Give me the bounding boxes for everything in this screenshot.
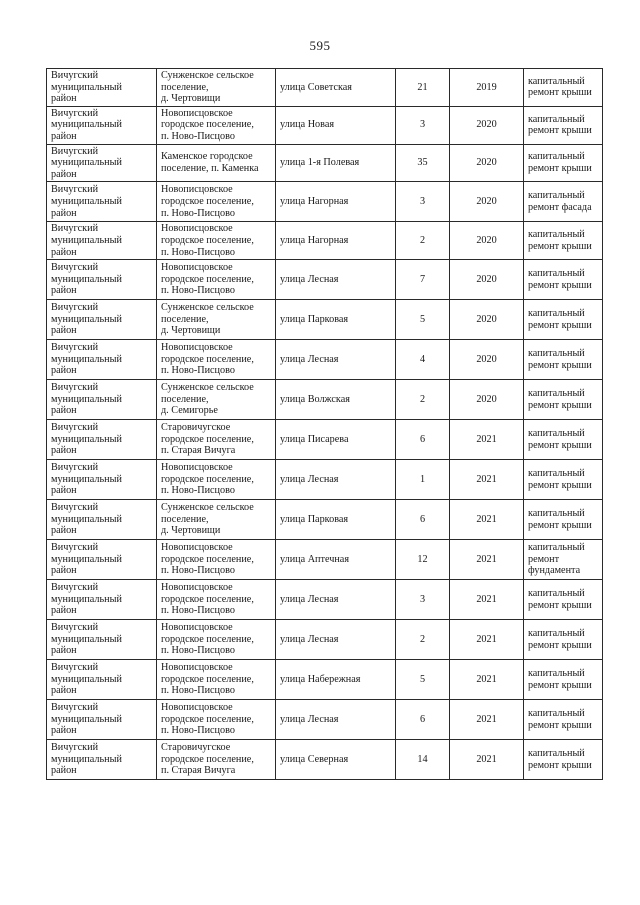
work-type-cell-line: ремонт крыши <box>528 599 592 611</box>
table-row <box>47 500 603 540</box>
house-number-cell: 2 <box>396 380 450 420</box>
settlement-cell-line: д. Чертовищи <box>161 525 221 537</box>
year-cell: 2020 <box>450 182 524 222</box>
work-type-cell-line: капитальный <box>528 508 585 520</box>
district-cell-line: район <box>51 285 77 297</box>
district-cell-line: муниципальный <box>51 593 122 605</box>
work-type-cell-line: ремонт крыши <box>528 399 592 411</box>
district-cell-line: район <box>51 130 77 142</box>
work-type-cell <box>524 260 603 300</box>
table-row <box>47 540 603 580</box>
settlement-cell-line: д. Чертовищи <box>161 93 221 105</box>
street-cell: улица Волжская <box>276 380 396 420</box>
work-type-cell-line: капитальный <box>528 113 585 125</box>
work-type-cell-line: ремонт крыши <box>528 359 592 371</box>
district-cell-line: район <box>51 325 77 337</box>
work-type-cell <box>524 144 603 182</box>
street-cell: улица Писарева <box>276 420 396 460</box>
settlement-cell-line: Новописцовское <box>161 107 233 119</box>
settlement-cell-line: п. Старая Вичуга <box>161 765 236 777</box>
settlement-cell-line: поселение, п. Каменка <box>161 162 259 174</box>
year-cell: 2020 <box>450 222 524 260</box>
street-cell: улица Лесная <box>276 620 396 660</box>
district-cell <box>47 580 157 620</box>
district-cell-line: район <box>51 405 77 417</box>
settlement-cell-line: Сунженское сельское <box>161 382 254 394</box>
repair-schedule-table <box>46 68 603 780</box>
house-number-cell: 5 <box>396 660 450 700</box>
table-row <box>47 69 603 107</box>
table-row <box>47 300 603 340</box>
work-type-cell <box>524 420 603 460</box>
district-cell-line: район <box>51 93 77 105</box>
district-cell-line: Вичугский <box>51 582 99 594</box>
district-cell-line: Вичугский <box>51 382 99 394</box>
settlement-cell-line: п. Ново-Писцово <box>161 645 235 657</box>
district-cell-line: Вичугский <box>51 502 99 514</box>
settlement-cell <box>157 700 276 740</box>
year-cell: 2021 <box>450 500 524 540</box>
settlement-cell-line: Новописцовское <box>161 662 233 674</box>
settlement-cell-line: п. Ново-Писцово <box>161 685 235 697</box>
district-cell-line: муниципальный <box>51 119 122 131</box>
settlement-cell <box>157 620 276 660</box>
district-cell-line: Вичугский <box>51 542 99 554</box>
settlement-cell-line: Новописцовское <box>161 223 233 235</box>
district-cell-line: муниципальный <box>51 393 122 405</box>
settlement-cell-line: поселение, <box>161 81 209 93</box>
settlement-cell <box>157 69 276 107</box>
street-cell: улица Нагорная <box>276 222 396 260</box>
page-number: 595 <box>309 38 331 53</box>
settlement-cell-line: п. Старая Вичуга <box>161 445 236 457</box>
district-cell-line: район <box>51 765 77 777</box>
district-cell-line: Вичугский <box>51 302 99 314</box>
district-cell-line: район <box>51 645 77 657</box>
table-row <box>47 700 603 740</box>
district-cell-line: район <box>51 445 77 457</box>
settlement-cell-line: Новописцовское <box>161 542 233 554</box>
settlement-cell-line: городское поселение, <box>161 553 254 565</box>
table-row <box>47 106 603 144</box>
house-number-cell: 3 <box>396 182 450 222</box>
district-cell-line: район <box>51 168 77 180</box>
house-number-cell: 35 <box>396 144 450 182</box>
district-cell-line: район <box>51 365 77 377</box>
district-cell-line: Вичугский <box>51 702 99 714</box>
year-cell: 2021 <box>450 460 524 500</box>
year-cell: 2021 <box>450 540 524 580</box>
settlement-cell-line: Новописцовское <box>161 702 233 714</box>
table-row <box>47 660 603 700</box>
district-cell-line: муниципальный <box>51 81 122 93</box>
work-type-cell <box>524 380 603 420</box>
district-cell-line: район <box>51 725 77 737</box>
street-cell: улица Лесная <box>276 340 396 380</box>
work-type-cell-line: капитальный <box>528 628 585 640</box>
district-cell-line: Вичугский <box>51 662 99 674</box>
year-cell: 2021 <box>450 580 524 620</box>
settlement-cell <box>157 260 276 300</box>
district-cell <box>47 620 157 660</box>
settlement-cell-line: п. Ново-Писцово <box>161 725 235 737</box>
settlement-cell-line: городское поселение, <box>161 593 254 605</box>
settlement-cell <box>157 380 276 420</box>
district-cell-line: муниципальный <box>51 553 122 565</box>
district-cell <box>47 260 157 300</box>
settlement-cell <box>157 182 276 222</box>
district-cell-line: Вичугский <box>51 70 99 81</box>
table-row <box>47 420 603 460</box>
work-type-cell-line: капитальный <box>528 588 585 600</box>
house-number-cell: 4 <box>396 340 450 380</box>
district-cell <box>47 144 157 182</box>
work-type-cell <box>524 740 603 780</box>
house-number-cell: 6 <box>396 420 450 460</box>
settlement-cell-line: Каменское городское <box>161 151 253 163</box>
street-cell: улица Парковая <box>276 500 396 540</box>
settlement-cell <box>157 500 276 540</box>
district-cell-line: Вичугский <box>51 742 99 754</box>
settlement-cell <box>157 300 276 340</box>
house-number-cell: 1 <box>396 460 450 500</box>
settlement-cell-line: п. Ново-Писцово <box>161 605 235 617</box>
street-cell: улица Парковая <box>276 300 396 340</box>
house-number-cell: 2 <box>396 620 450 660</box>
work-type-cell <box>524 340 603 380</box>
house-number-cell: 6 <box>396 500 450 540</box>
settlement-cell-line: городское поселение, <box>161 353 254 365</box>
work-type-cell-line: капитальный <box>528 388 585 400</box>
table-row <box>47 380 603 420</box>
work-type-cell-line: ремонт <box>528 553 560 565</box>
street-cell: улица Северная <box>276 740 396 780</box>
work-type-cell-line: капитальный <box>528 468 585 480</box>
table-row <box>47 580 603 620</box>
settlement-cell-line: Новописцовское <box>161 622 233 634</box>
work-type-cell <box>524 182 603 222</box>
work-type-cell-line: капитальный <box>528 229 585 241</box>
district-cell <box>47 740 157 780</box>
work-type-cell <box>524 300 603 340</box>
district-cell-line: муниципальный <box>51 273 122 285</box>
district-cell-line: муниципальный <box>51 353 122 365</box>
work-type-cell-line: капитальный <box>528 542 585 554</box>
district-cell-line: район <box>51 565 77 577</box>
year-cell: 2021 <box>450 740 524 780</box>
year-cell: 2021 <box>450 660 524 700</box>
district-cell-line: муниципальный <box>51 234 122 246</box>
district-cell-line: Вичугский <box>51 462 99 474</box>
district-cell-line: муниципальный <box>51 473 122 485</box>
settlement-cell-line: Новописцовское <box>161 262 233 274</box>
house-number-cell: 2 <box>396 222 450 260</box>
district-cell-line: Вичугский <box>51 422 99 434</box>
settlement-cell <box>157 222 276 260</box>
work-type-cell-line: капитальный <box>528 75 585 87</box>
year-cell: 2020 <box>450 380 524 420</box>
table-row <box>47 460 603 500</box>
settlement-cell-line: поселение, <box>161 513 209 525</box>
settlement-cell-line: д. Чертовищи <box>161 325 221 337</box>
settlement-cell-line: Старовичугское <box>161 742 231 754</box>
work-type-cell-line: ремонт крыши <box>528 679 592 691</box>
table-row <box>47 144 603 182</box>
settlement-cell-line: поселение, <box>161 393 209 405</box>
district-cell <box>47 222 157 260</box>
district-cell <box>47 420 157 460</box>
settlement-cell-line: Сунженское сельское <box>161 502 254 514</box>
settlement-cell <box>157 540 276 580</box>
year-cell: 2021 <box>450 620 524 660</box>
settlement-cell <box>157 460 276 500</box>
settlement-cell-line: городское поселение, <box>161 713 254 725</box>
district-cell <box>47 106 157 144</box>
district-cell-line: муниципальный <box>51 433 122 445</box>
house-number-cell: 7 <box>396 260 450 300</box>
table-row <box>47 620 603 660</box>
street-cell: улица Набережная <box>276 660 396 700</box>
work-type-cell <box>524 500 603 540</box>
settlement-cell-line: п. Ново-Писцово <box>161 365 235 377</box>
work-type-cell <box>524 106 603 144</box>
work-type-cell <box>524 700 603 740</box>
settlement-cell-line: п. Ново-Писцово <box>161 130 235 142</box>
settlement-cell-line: городское поселение, <box>161 753 254 765</box>
settlement-cell-line: Сунженское сельское <box>161 302 254 314</box>
year-cell: 2019 <box>450 69 524 107</box>
settlement-cell-line: п. Ново-Писцово <box>161 285 235 297</box>
work-type-cell-line: ремонт крыши <box>528 759 592 771</box>
work-type-cell-line: ремонт крыши <box>528 279 592 291</box>
district-cell <box>47 540 157 580</box>
work-type-cell-line: ремонт крыши <box>528 125 592 137</box>
district-cell-line: муниципальный <box>51 313 122 325</box>
work-type-cell <box>524 540 603 580</box>
district-cell-line: район <box>51 525 77 537</box>
district-cell <box>47 340 157 380</box>
district-cell <box>47 380 157 420</box>
settlement-cell-line: Старовичугское <box>161 422 231 434</box>
house-number-cell: 5 <box>396 300 450 340</box>
district-cell-line: Вичугский <box>51 107 99 119</box>
house-number-cell: 3 <box>396 580 450 620</box>
district-cell-line: Вичугский <box>51 342 99 354</box>
work-type-cell-line: ремонт крыши <box>528 319 592 331</box>
house-number-cell: 14 <box>396 740 450 780</box>
district-cell-line: Вичугский <box>51 262 99 274</box>
work-type-cell <box>524 660 603 700</box>
district-cell-line: муниципальный <box>51 196 122 208</box>
work-type-cell-line: капитальный <box>528 748 585 760</box>
settlement-cell <box>157 106 276 144</box>
settlement-cell-line: городское поселение, <box>161 433 254 445</box>
year-cell: 2021 <box>450 420 524 460</box>
street-cell: улица Лесная <box>276 580 396 620</box>
district-cell <box>47 660 157 700</box>
district-cell-line: Вичугский <box>51 223 99 235</box>
house-number-cell: 3 <box>396 106 450 144</box>
work-type-cell <box>524 222 603 260</box>
work-type-cell-line: ремонт крыши <box>528 87 592 99</box>
settlement-cell <box>157 740 276 780</box>
district-cell <box>47 460 157 500</box>
house-number-cell: 21 <box>396 69 450 107</box>
table-row <box>47 740 603 780</box>
work-type-cell-line: капитальный <box>528 348 585 360</box>
work-type-cell <box>524 580 603 620</box>
district-cell-line: район <box>51 485 77 497</box>
district-cell-line: Вичугский <box>51 622 99 634</box>
district-cell-line: Вичугский <box>51 145 99 157</box>
district-cell-line: район <box>51 685 77 697</box>
table-row <box>47 182 603 222</box>
settlement-cell <box>157 660 276 700</box>
settlement-cell-line: городское поселение, <box>161 234 254 246</box>
year-cell: 2020 <box>450 106 524 144</box>
settlement-cell-line: Новописцовское <box>161 342 233 354</box>
district-cell <box>47 300 157 340</box>
settlement-cell-line: Новописцовское <box>161 184 233 196</box>
district-cell <box>47 700 157 740</box>
street-cell: улица Советская <box>276 69 396 107</box>
work-type-cell-line: капитальный <box>528 308 585 320</box>
district-cell-line: муниципальный <box>51 513 122 525</box>
settlement-cell-line: городское поселение, <box>161 119 254 131</box>
district-cell <box>47 500 157 540</box>
street-cell: улица Аптечная <box>276 540 396 580</box>
settlement-cell-line: городское поселение, <box>161 633 254 645</box>
settlement-cell <box>157 340 276 380</box>
settlement-cell-line: городское поселение, <box>161 273 254 285</box>
settlement-cell-line: п. Ново-Писцово <box>161 246 235 258</box>
district-cell-line: район <box>51 246 77 258</box>
district-cell-line: муниципальный <box>51 713 122 725</box>
district-cell-line: район <box>51 207 77 219</box>
settlement-cell-line: Новописцовское <box>161 462 233 474</box>
district-cell <box>47 69 157 107</box>
work-type-cell-line: капитальный <box>528 190 585 202</box>
work-type-cell <box>524 460 603 500</box>
settlement-cell <box>157 420 276 460</box>
settlement-cell-line: городское поселение, <box>161 473 254 485</box>
work-type-cell-line: капитальный <box>528 708 585 720</box>
house-number-cell: 12 <box>396 540 450 580</box>
settlement-cell-line: городское поселение, <box>161 196 254 208</box>
district-cell-line: муниципальный <box>51 157 122 169</box>
district-cell-line: Вичугский <box>51 184 99 196</box>
district-cell <box>47 182 157 222</box>
settlement-cell-line: Сунженское сельское <box>161 70 254 81</box>
work-type-cell-line: ремонт крыши <box>528 519 592 531</box>
year-cell: 2020 <box>450 260 524 300</box>
year-cell: 2020 <box>450 300 524 340</box>
district-cell-line: муниципальный <box>51 633 122 645</box>
settlement-cell-line: п. Ново-Писцово <box>161 565 235 577</box>
work-type-cell-line: капитальный <box>528 268 585 280</box>
street-cell: улица 1-я Полевая <box>276 144 396 182</box>
work-type-cell-line: ремонт крыши <box>528 719 592 731</box>
settlement-cell-line: д. Семигорье <box>161 405 218 417</box>
street-cell: улица Новая <box>276 106 396 144</box>
settlement-cell <box>157 580 276 620</box>
year-cell: 2020 <box>450 144 524 182</box>
work-type-cell <box>524 620 603 660</box>
street-cell: улица Нагорная <box>276 182 396 222</box>
settlement-cell-line: п. Ново-Писцово <box>161 207 235 219</box>
work-type-cell-line: капитальный <box>528 151 585 163</box>
year-cell: 2021 <box>450 700 524 740</box>
work-type-cell-line: фундамента <box>528 565 581 577</box>
street-cell: улица Лесная <box>276 700 396 740</box>
work-type-cell-line: ремонт крыши <box>528 479 592 491</box>
work-type-cell-line: ремонт фасада <box>528 201 592 213</box>
street-cell: улица Лесная <box>276 460 396 500</box>
settlement-cell-line: поселение, <box>161 313 209 325</box>
district-cell-line: муниципальный <box>51 673 122 685</box>
settlement-cell-line: п. Ново-Писцово <box>161 485 235 497</box>
table-row <box>47 222 603 260</box>
year-cell: 2020 <box>450 340 524 380</box>
work-type-cell <box>524 69 603 107</box>
work-type-cell-line: ремонт крыши <box>528 439 592 451</box>
table-body <box>47 69 603 780</box>
work-type-cell-line: ремонт крыши <box>528 639 592 651</box>
table-row <box>47 260 603 300</box>
work-type-cell-line: ремонт крыши <box>528 240 592 252</box>
settlement-cell-line: Новописцовское <box>161 582 233 594</box>
district-cell-line: район <box>51 605 77 617</box>
settlement-cell <box>157 144 276 182</box>
district-cell-line: муниципальный <box>51 753 122 765</box>
work-type-cell-line: капитальный <box>528 668 585 680</box>
work-type-cell-line: ремонт крыши <box>528 162 592 174</box>
settlement-cell-line: городское поселение, <box>161 673 254 685</box>
street-cell: улица Лесная <box>276 260 396 300</box>
work-type-cell-line: капитальный <box>528 428 585 440</box>
table-row <box>47 340 603 380</box>
house-number-cell: 6 <box>396 700 450 740</box>
